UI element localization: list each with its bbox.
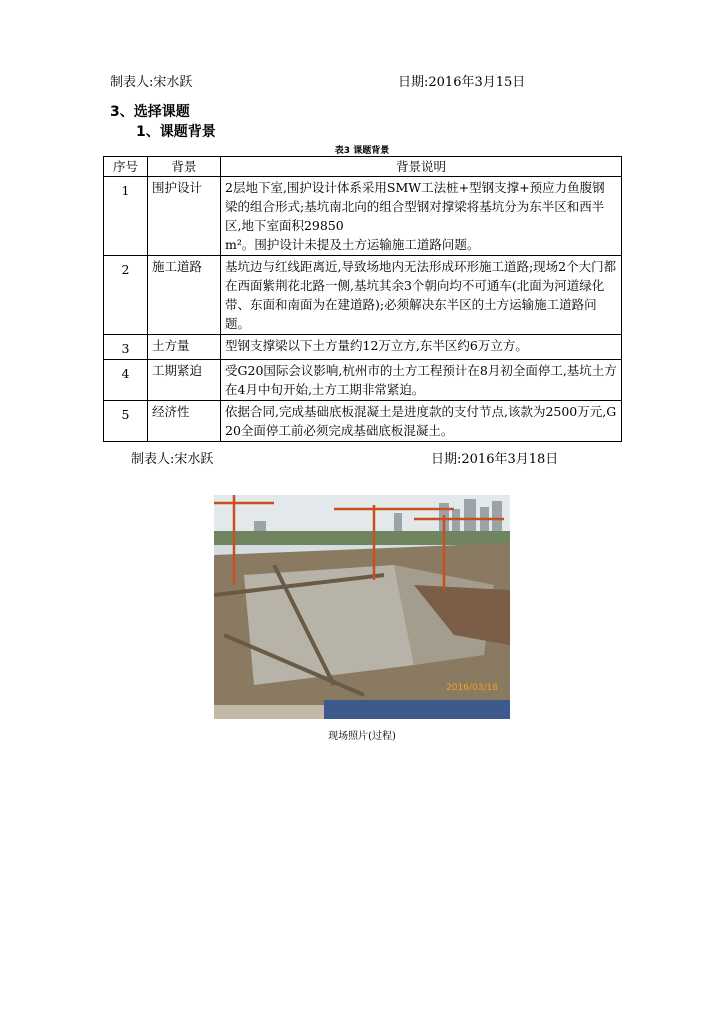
background-table	[103, 156, 622, 442]
header-date: 日期:2016年3月15日	[398, 75, 526, 90]
photo-caption: 现场照片(过程)	[328, 731, 396, 742]
site-photo	[214, 495, 510, 719]
site-photo-drawing	[214, 495, 510, 719]
footer-maker: 制表人:宋水跃	[131, 452, 214, 467]
header-topic: 背景	[148, 157, 221, 177]
table-row	[104, 401, 622, 442]
row-no: 1	[104, 177, 148, 256]
table-header-row	[104, 157, 622, 177]
footer-date: 日期:2016年3月18日	[431, 452, 559, 467]
row-topic: 工期紧迫	[148, 360, 221, 401]
header-desc: 背景说明	[221, 157, 622, 177]
header-no: 序号	[104, 157, 148, 177]
row-desc: 依据合同,完成基础底板混凝土是进度款的支付节点,该款为2500万元,G20全面停工前必须完成基础底板混凝土。	[221, 401, 622, 442]
row-desc-text: 2层地下室,围护设计体系采用SMW工法桩+型钢支撑+预应力鱼腹钢梁的组合形式;基坑南北向的组合型钢对撑梁将基坑分为东半区和西半区,地下室面积29850	[225, 180, 605, 233]
table-row	[104, 360, 622, 401]
section-title: 3、选择课题	[110, 104, 190, 120]
row-no: 2	[104, 256, 148, 335]
row-desc: 基坑边与红线距离近,导致场地内无法形成环形施工道路;现场2个大门都在西面紫荆花北路一侧,基坑其余3个朝向均不可通车(北面为河道绿化带、东面和南面为在建道路);必须解决东半区的土方运输施工道路问题。	[221, 256, 622, 335]
photo-date-stamp: 2016/03/18	[446, 683, 498, 693]
section-subtitle: 1、课题背景	[136, 124, 216, 140]
row-topic: 围护设计	[148, 177, 221, 256]
row-no: 5	[104, 401, 148, 442]
row-desc: 受G20国际会议影响,杭州市的土方工程预计在8月初全面停工,基坑土方在4月中旬开始,土方工期非常紧迫。	[221, 360, 622, 401]
row-desc: 型钢支撑梁以下土方量约12万立方,东半区约6万立方。	[221, 335, 622, 360]
row-topic: 施工道路	[148, 256, 221, 335]
row-no: 4	[104, 360, 148, 401]
row-desc	[221, 177, 622, 256]
table-caption: 表3 课题背景	[334, 146, 390, 156]
table-row	[104, 177, 622, 256]
table-row	[104, 335, 622, 360]
row-desc-tail: m²。围护设计未提及土方运输施工道路问题。	[225, 237, 480, 252]
header-maker: 制表人:宋水跃	[110, 75, 193, 90]
table-row	[104, 256, 622, 335]
row-no: 3	[104, 335, 148, 360]
row-topic: 经济性	[148, 401, 221, 442]
row-topic: 土方量	[148, 335, 221, 360]
